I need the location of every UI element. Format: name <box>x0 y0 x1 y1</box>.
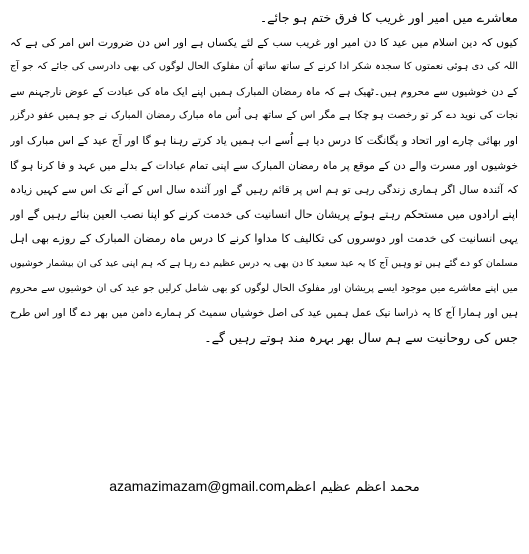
article-line: اپنے ارادوں میں مستحکم رہتے ہوئے پریشان حال انسانیت کی خدمت کرنے کو اپنا نصب العین بنائے رہیں گے اور <box>10 207 518 221</box>
article-line: خوشیوں اور مسرت والے دن کے موقع پر ماہ رمضان المبارک سے اپنی تمام عبادات کے بدلے میں عہد و فا کرنا ہو گا <box>10 159 518 172</box>
article-line: کے دن خوشیوں سے محروم ہیں۔ٹھیک ہے کہ ماہ رمضان المبارک ہمیں اپنے ایک ماہ کی عبادت کے عوض نارجہنم سے <box>10 85 518 98</box>
article-line: معاشرے میں امیر اور غریب کا فرق ختم ہو جائے۔ <box>259 10 518 25</box>
author-name: محمد اعظم عظیم اعظم <box>285 480 420 495</box>
author-email: azamazimazam@gmail.com <box>109 478 286 494</box>
article-line: اللہ کی دی ہوئی نعمتوں کا سجدہ شکر ادا کرنے کے ساتھ ساتھ اُن مفلوک الحال لوگوں کی بھی دادرسی کی جائے کہ جو آج <box>10 61 518 73</box>
article-line: میں اپنے معاشرے میں موجود ایسے پریشان اور مفلوک الحال لوگوں کو بھی شامل کرلیں جو عید کی ان خوشیوں سے محروم <box>10 282 518 294</box>
article-line: اور بھائی چارے اور اتحاد و یگانگت کا درس دیا ہے اُسے اب ہمیں یاد کرتے رہنا ہو گا اور آج عید کے اس مبارک اور <box>10 133 518 147</box>
article-line: نجات کی نوید دے کر تو رخصت ہو چکا ہے مگر اس کے ساتھ ہی اُس ماہ مبارک رمضان المبارک نے جو ہمیں عفو درگزر <box>10 110 518 122</box>
article-body <box>10 6 518 350</box>
article-line: کیوں کہ دین اسلام میں عید کا دن امیر اور غریب سب کے لئے یکساں ہے اور اس دن ضرورت اس امر کی ہے کہ <box>10 35 518 49</box>
article-line: کہ آئندہ سال اگر ہماری زندگی رہی تو ہم اس پر قائم رہیں گے اور آئندہ سال اس کے آنے تک اس سے کہیں زیادہ <box>10 184 518 197</box>
article-line: مسلمان کو دے گئے ہیں تو وہیں آج کا یہ عید سعید کا دن بھی یہ درس عظیم دے رہا ہے کہ ہم اپنی عید کی ان بیشمار خوشیوں <box>10 257 518 269</box>
author-signature <box>0 478 529 495</box>
article-line: ہیں اور ہمارا آج کا یہ ذراسا نیک عمل ہمیں عید کی اصل خوشیاں سمیٹ کر ہمارے دامن میں بھر دے گا اور اس طرح <box>10 307 518 320</box>
article-line: جس کی روحانیت سے ہم سال بھر بہرہ مند ہوتے رہیں گے۔ <box>204 329 518 345</box>
article-line: یہی انسانیت کی خدمت اور دوسروں کی تکالیف کا مداوا کرنے کا درس ماہ رمضان المبارک کے روزے بھی اہل <box>10 232 518 246</box>
